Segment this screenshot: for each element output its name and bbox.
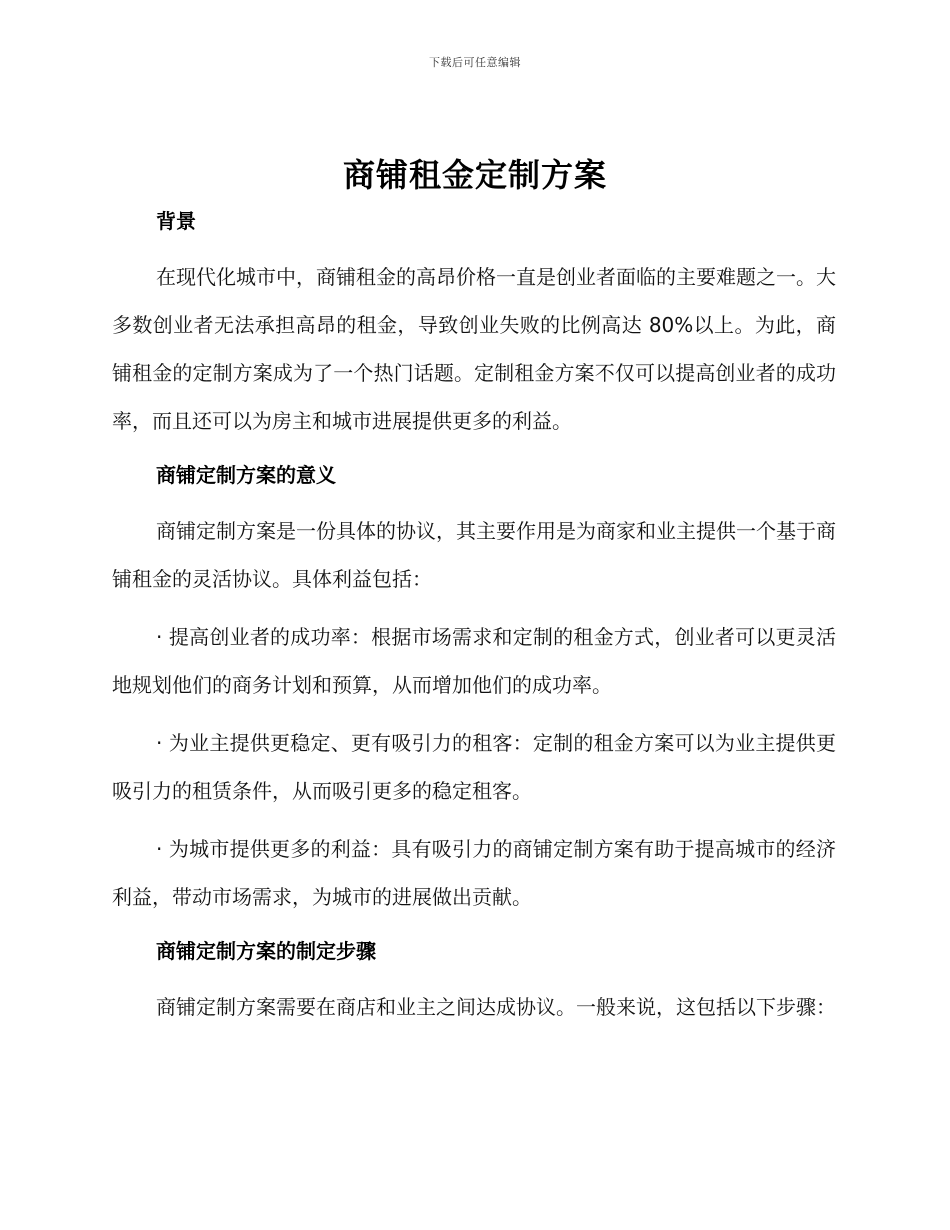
document-body [112,203,836,1031]
bullet-item: · 提高创业者的成功率：根据市场需求和定制的租金方式，创业者可以更灵活地规划他们的商务计划和预算，从而增加他们的成功率。 [112,625,836,697]
section-heading: 背景 [156,209,196,233]
page-header-note: 下载后可任意编辑 [429,56,521,69]
section-heading: 商铺定制方案的意义 [156,463,336,487]
section-significance [112,457,836,921]
section-background [112,203,836,445]
section-steps [112,933,836,1031]
paragraph: 在现代化城市中，商铺租金的高昂价格一直是创业者面临的主要难题之一。大多数创业者无法承担高昂的租金，导致创业失败的比例高达 80%以上。为此，商铺租金的定制方案成为了一个热门话题。定制租金方案不仅可以提高创业者的成功率，而且还可以为房主和城市进展提供更多的利益。 [112,265,836,433]
section-heading: 商铺定制方案的制定步骤 [156,939,376,963]
paragraph: 商铺定制方案需要在商店和业主之间达成协议。一般来说，这包括以下步骤： [156,995,836,1019]
paragraph: 商铺定制方案是一份具体的协议，其主要作用是为商家和业主提供一个基于商铺租金的灵活协议。具体利益包括： [112,519,836,591]
bullet-item: · 为城市提供更多的利益：具有吸引力的商铺定制方案有助于提高城市的经济利益，带动市场需求，为城市的进展做出贡献。 [112,837,836,909]
document-title: 商铺租金定制方案 [342,156,607,194]
bullet-item: · 为业主提供更稳定、更有吸引力的租客：定制的租金方案可以为业主提供更吸引力的租赁条件，从而吸引更多的稳定租客。 [112,731,836,803]
